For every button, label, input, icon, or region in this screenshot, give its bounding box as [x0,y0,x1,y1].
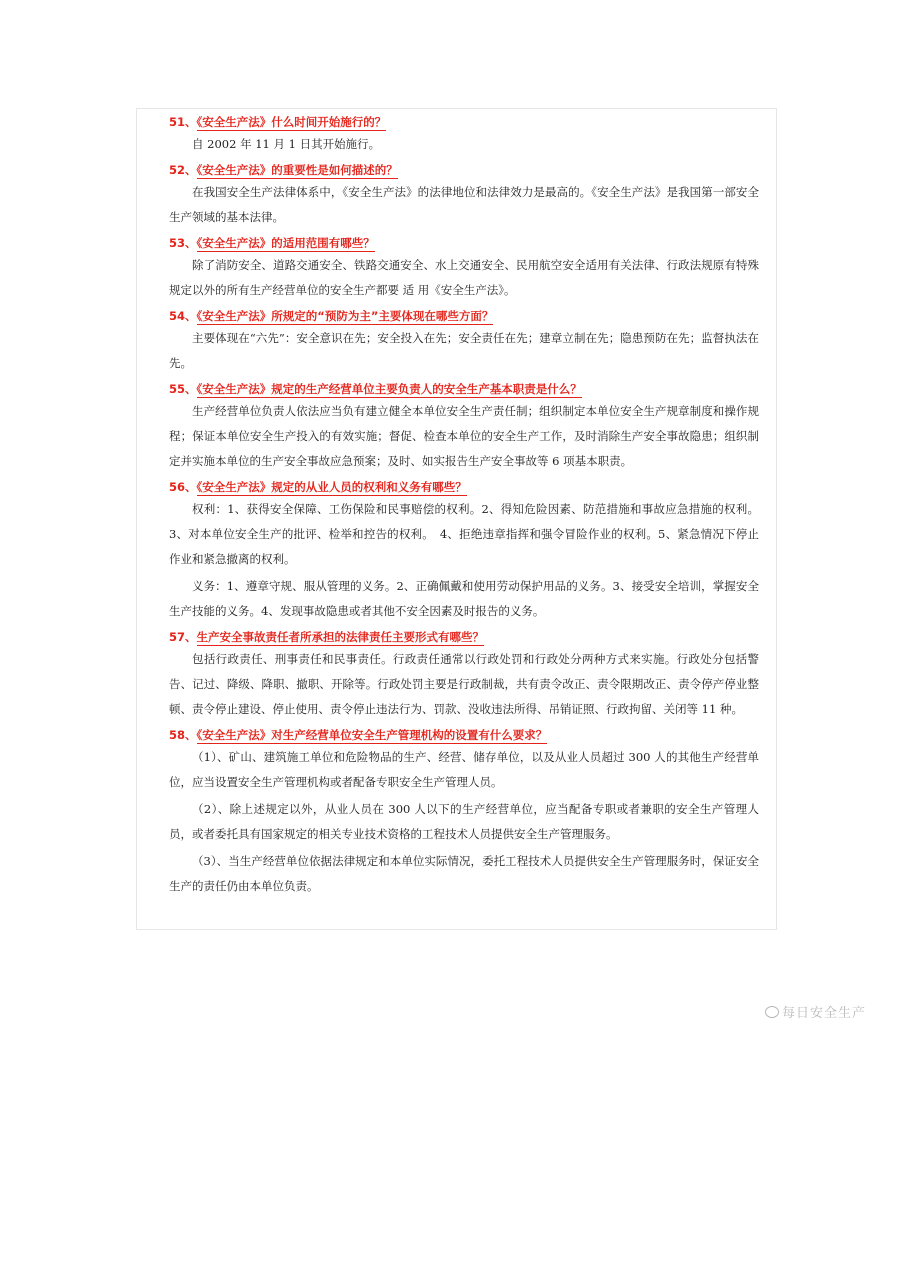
question-text: 《安全生产法》什么时间开始施行的？ [196,115,387,129]
question-text: 《安全生产法》的适用范围有哪些？ [196,236,375,250]
watermark-text: 每日安全生产 [782,1006,867,1021]
question-text: 《安全生产法》规定的生产经营单位主要负责人的安全生产基本职责是什么？ [196,382,582,396]
question-heading [169,112,759,132]
document-content [169,109,759,899]
question-number: 53、 [169,236,197,250]
question-heading [169,627,759,647]
question-text: 《安全生产法》所规定的“预防为主”主要体现在哪些方面？ [196,309,494,323]
question-text: 《安全生产法》的重要性是如何描述的？ [196,163,398,177]
watermark [765,1002,866,1021]
answer-paragraph: （3）、当生产经营单位依据法律规定和本单位实际情况，委托工程技术人员提供安全生产管理服务时，保证安全生产的责任仍由本单位负责。 [169,854,759,893]
wechat-icon [765,1006,779,1018]
question-number: 56、 [169,480,197,494]
answer-paragraph: 除了消防安全、道路交通安全、铁路交通安全、水上交通安全、民用航空安全适用有关法律、行政法规原有特殊规定以外的所有生产经营单位的安全生产都要 适 用《安全生产法》。 [169,258,759,297]
answer-paragraph: 义务：1、遵章守规、服从管理的义务。2、正确佩戴和使用劳动保护用品的义务。3、接受安全培训，掌握安全生产技能的义务。4、发现事故隐患或者其他不安全因素及时报告的义务。 [169,579,759,618]
question-heading [169,233,759,253]
answer-paragraph: （1）、矿山、建筑施工单位和危险物品的生产、经营、储存单位，以及从业人员超过 300 人的其他生产经营单位，应当设置安全生产管理机构或者配备专职安全生产管理人员。 [169,750,759,789]
answer-paragraph: 包括行政责任、刑事责任和民事责任。行政责任通常以行政处罚和行政处分两种方式来实施。行政处分包括警告、记过、降级、降职、撤职、开除等。行政处罚主要是行政制裁，共有责令改正、责令限期改正、责令停产停业整顿、责令停止建设、停止使用、责令停止违法行为、罚款、没收违法所得、吊销证照、行政拘留、关闭等 11 种。 [169,652,759,716]
answer-paragraph: 在我国安全生产法律体系中，《安全生产法》的法律地位和法律效力是最高的。《安全生产法》是我国第一部安全生产领域的基本法律。 [169,185,759,224]
question-text: 生产安全事故责任者所承担的法律责任主要形式有哪些？ [196,630,485,644]
question-number: 55、 [169,382,197,396]
answer-paragraph: （2）、除上述规定以外，从业人员在 300 人以下的生产经营单位，应当配备专职或者兼职的安全生产管理人员，或者委托具有国家规定的相关专业技术资格的工程技术人员提供安全生产管理服务。 [169,802,759,841]
question-number: 52、 [169,163,197,177]
question-number: 58、 [169,728,197,742]
question-number: 57、 [169,630,197,644]
question-number: 51、 [169,115,197,129]
answer-paragraph: 权利：1、获得安全保障、工伤保险和民事赔偿的权利。2、得知危险因素、防范措施和事故应急措施的权利。3、对本单位安全生产的批评、检举和控告的权利。 4、拒绝违章指挥和强令冒险作业的权利。5、紧急情况下停止作业和紧急撤离的权利。 [169,502,759,566]
question-heading [169,379,759,399]
question-heading [169,160,759,180]
answer-paragraph: 生产经营单位负责人依法应当负有建立健全本单位安全生产责任制；组织制定本单位安全生产规章制度和操作规程；保证本单位安全生产投入的有效实施；督促、检查本单位的安全生产工作，及时消除生产安全事故隐患；组织制定并实施本单位的生产安全事故应急预案；及时、如实报告生产安全事故等 6 项基本职责。 [169,404,759,468]
answer-paragraph: 主要体现在“六先”：安全意识在先；安全投入在先；安全责任在先；建章立制在先；隐患预防在先；监督执法在先。 [169,331,759,370]
question-heading [169,725,759,745]
question-heading [169,306,759,326]
question-text: 《安全生产法》规定的从业人员的权利和义务有哪些？ [196,480,467,494]
answer-paragraph: 自 2002 年 11 月 1 日其开始施行。 [192,137,381,151]
question-number: 54、 [169,309,197,323]
question-heading [169,477,759,497]
question-text: 《安全生产法》对生产经营单位安全生产管理机构的设置有什么要求？ [196,728,548,742]
document-page [136,108,867,1021]
